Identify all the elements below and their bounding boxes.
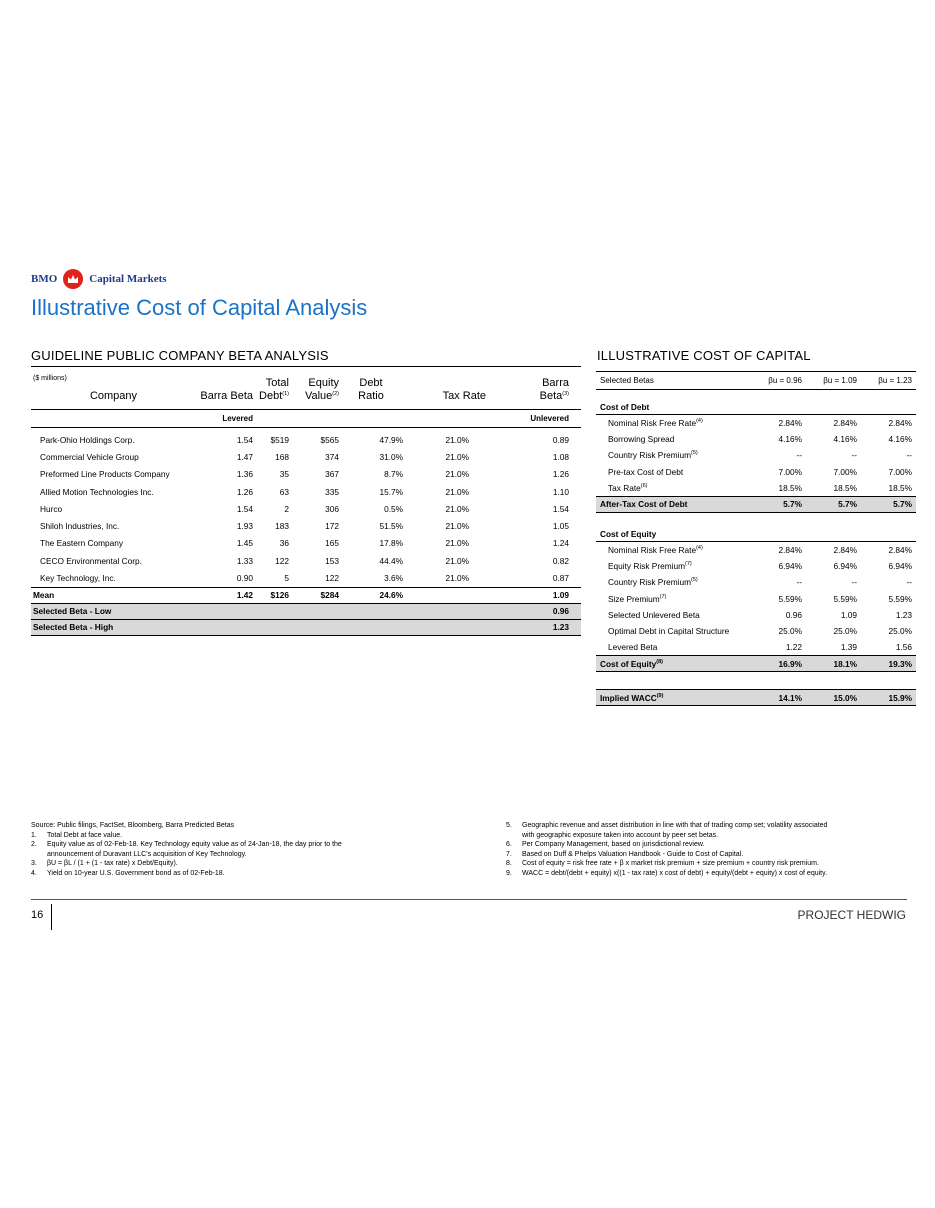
row-value: 2.84% (778, 545, 802, 556)
barra-beta: 1.47 (236, 451, 253, 462)
row-value: 4.16% (833, 434, 857, 445)
tax-rate: 21.0% (445, 538, 469, 549)
footnote (31, 840, 491, 850)
row-value: 4.16% (888, 434, 912, 445)
cost-of-equity-row (596, 656, 916, 672)
debt-ratio: 17.8% (379, 538, 403, 549)
units-label: ($ millions) (33, 375, 67, 382)
footnote-number: 2. (31, 841, 37, 848)
footnote-ref: (3) (562, 391, 569, 397)
company-name: Shiloh Industries, Inc. (40, 521, 120, 532)
total-debt: 2 (284, 503, 289, 514)
footnote-number: 5. (506, 822, 512, 829)
row-label-cell (596, 623, 751, 639)
row-value: 5.59% (888, 593, 912, 604)
beta-col-1: βu = 0.96 (751, 372, 802, 390)
row-value: 7.00% (833, 466, 857, 477)
unlevered-beta: 0.82 (552, 555, 569, 566)
debt-ratio: 31.0% (379, 451, 403, 462)
beta-analysis-table (31, 371, 581, 636)
company-name: The Eastern Company (40, 538, 124, 549)
footnotes-right (506, 821, 906, 878)
unlevered-beta: 1.10 (552, 486, 569, 497)
footnote-ref: (9) (656, 692, 664, 699)
cost-of-capital-title: ILLUSTRATIVE COST OF CAPITAL (597, 348, 811, 363)
unlevered-beta: 1.26 (552, 469, 569, 480)
row-value: 4.16% (778, 434, 802, 445)
selected-beta-high-row (31, 619, 581, 635)
row-label-cell (596, 480, 751, 497)
footnote (506, 850, 906, 860)
footnote-ref: (6) (640, 482, 648, 489)
table-row (31, 500, 581, 517)
equity-value: 367 (325, 469, 339, 480)
row-value: 18.5% (778, 482, 802, 493)
footnote-ref: (5) (691, 450, 698, 457)
equity-value: 172 (325, 521, 339, 532)
barra-beta: 1.26 (236, 486, 253, 497)
row-value: 7.00% (778, 466, 802, 477)
row-label: Nominal Risk Free Rate (608, 418, 697, 429)
row-value: 7.00% (888, 466, 912, 477)
selected-beta-low-row (31, 603, 581, 619)
unlevered-beta: 1.24 (552, 538, 569, 549)
row-value: 25.0% (778, 625, 802, 636)
table-row (31, 448, 581, 465)
table-row (596, 480, 916, 497)
footnote-ref: (4) (696, 545, 703, 552)
footnote-number: 1. (31, 831, 37, 839)
tax-rate: 21.0% (445, 555, 469, 566)
unlevered-beta: 1.05 (552, 521, 569, 532)
row-label: Nominal Risk Free Rate (608, 545, 697, 556)
footnote-text: Geographic revenue and asset distribution in line with that of trading comp set; volatility associated (522, 822, 828, 829)
row-label: Country Risk Premium (608, 450, 691, 461)
debt-ratio: 15.7% (379, 486, 403, 497)
bmo-roundel-icon (63, 269, 83, 289)
after-tax-label: After-Tax Cost of Debt (596, 496, 751, 512)
row-value: 6.94% (833, 561, 857, 572)
footnote (506, 821, 906, 831)
after-tax-v1: 5.7% (751, 496, 802, 512)
row-value: 1.09 (840, 609, 857, 620)
selected-betas-header (596, 372, 916, 390)
brand-bmo: BMO (31, 273, 58, 285)
company-name: Hurco (40, 503, 63, 514)
unlevered-beta: 0.89 (552, 434, 569, 445)
table-row (31, 431, 581, 448)
header-tax-rate: Tax Rate (442, 390, 486, 402)
footnote-text: Cost of equity = risk free rate + β x market risk premium + size premium + country risk premium. (522, 860, 819, 867)
total-debt: $519 (270, 434, 289, 445)
header-total: Total (265, 377, 289, 389)
tax-rate: 21.0% (445, 434, 469, 445)
barra-beta: 1.33 (236, 555, 253, 566)
row-label: Size Premium (608, 593, 660, 604)
debt-ratio: 8.7% (384, 469, 403, 480)
bmo-logo (31, 268, 167, 290)
row-label: Levered Beta (608, 642, 658, 653)
tax-rate: 21.0% (445, 521, 469, 532)
footer-divider (51, 904, 52, 930)
footnote-text: βU = βL / (1 + (1 - tax rate) x Debt/Equity). (47, 860, 178, 867)
table-row (596, 639, 916, 656)
row-value: 25.0% (888, 625, 912, 636)
after-tax-v3: 5.7% (857, 496, 916, 512)
footnote-continuation: with geographic exposure taken into account by peer set betas. (522, 831, 719, 839)
table-row (31, 483, 581, 500)
cost-of-equity-label: Cost of Equity (600, 658, 657, 669)
row-label: Pre-tax Cost of Debt (608, 466, 684, 477)
row-value: 2.84% (888, 418, 912, 429)
footnote-text: Equity value as of 02-Feb-18. Key Technology equity value as of 24-Jan-18, the day prior to the (47, 841, 342, 848)
footnote-number: 4. (31, 869, 37, 877)
barra-beta: 1.36 (236, 469, 253, 480)
header-beta: Beta (539, 390, 563, 402)
footnote-text: Yield on 10-year U.S. Government bond as of 02-Feb-18. (47, 869, 225, 877)
equity-value: $565 (320, 434, 339, 445)
equity-value: 306 (325, 503, 339, 514)
cost-of-equity-heading (596, 512, 916, 541)
wacc-v3: 15.9% (857, 690, 916, 706)
row-value: 1.23 (895, 609, 912, 620)
footnote-number: 8. (506, 860, 512, 867)
mean-row (31, 587, 581, 603)
footnote-ref: (7) (659, 593, 667, 600)
row-label-cell (596, 558, 751, 574)
row-value: -- (796, 577, 802, 588)
levered-unlevered-row (31, 409, 581, 427)
row-label-cell (596, 574, 751, 590)
table-row (596, 431, 916, 447)
total-debt: 183 (275, 521, 289, 532)
debt-ratio: 0.5% (384, 503, 403, 514)
after-tax-v2: 5.7% (802, 496, 857, 512)
table-row (31, 552, 581, 569)
row-label: Equity Risk Premium (608, 561, 685, 572)
project-name: PROJECT HEDWIG (797, 908, 906, 922)
tax-rate: 21.0% (445, 469, 469, 480)
row-label: Selected Unlevered Beta (608, 609, 700, 620)
total-debt: 35 (279, 469, 289, 480)
table-row (596, 607, 916, 623)
mean-equity: $284 (289, 587, 339, 603)
company-name: Key Technology, Inc. (40, 573, 116, 584)
footnote-number: 3. (31, 860, 37, 867)
equity-value: 335 (325, 486, 339, 497)
cost-of-capital-table (596, 371, 916, 706)
source-note: Source: Public filings, FactSet, Bloomberg, Barra Predicted Betas (31, 822, 235, 829)
mean-ubeta: 1.09 (489, 587, 581, 603)
header-value: Value (304, 390, 333, 402)
table-row (596, 574, 916, 590)
footnote-ref: (7) (685, 561, 692, 568)
header-equity: Equity (308, 377, 339, 389)
divider (31, 366, 581, 367)
footnote-text: Total Debt at face value. (47, 831, 123, 839)
company-name: CECO Environmental Corp. (40, 555, 142, 566)
row-label: Country Risk Premium (608, 577, 691, 588)
row-value: -- (851, 450, 857, 461)
debt-ratio: 47.9% (379, 434, 403, 445)
unlevered-label: Unlevered (489, 409, 581, 427)
debt-ratio: 44.4% (379, 555, 403, 566)
header-company: Company (89, 390, 138, 402)
row-label-cell (596, 464, 751, 480)
footnote (506, 869, 906, 879)
mean-label: Mean (31, 587, 196, 603)
coe-v3: 19.3% (857, 656, 916, 672)
unlevered-beta: 0.87 (552, 573, 569, 584)
footnote-number: 7. (506, 850, 512, 858)
row-value: 1.56 (895, 642, 912, 653)
page-title: Illustrative Cost of Capital Analysis (31, 295, 368, 320)
footnote-ref: (4) (696, 418, 703, 425)
footnote-text: WACC = debt/(debt + equity) x((1 - tax rate) x cost of debt) + equity/(debt + equity) x cost of equity. (522, 869, 828, 877)
footnotes-left (31, 821, 491, 878)
row-value: 1.39 (840, 642, 857, 653)
equity-value: 122 (325, 573, 339, 584)
footnote (506, 859, 906, 869)
table-row (31, 517, 581, 534)
row-value: 2.84% (833, 545, 857, 556)
unlevered-beta: 1.08 (552, 451, 569, 462)
row-label-cell (596, 591, 751, 607)
table-row (596, 464, 916, 480)
footer-rule (31, 899, 907, 900)
row-value: 5.59% (778, 593, 802, 604)
footnote-ref: (8) (656, 658, 663, 665)
row-value: 18.5% (888, 482, 912, 493)
table-row (31, 466, 581, 483)
total-debt: 5 (284, 573, 289, 584)
row-label: Tax Rate (608, 482, 641, 493)
barra-beta: 0.90 (236, 573, 253, 584)
table-row (596, 415, 916, 432)
barra-beta: 1.54 (236, 434, 253, 445)
tax-rate: 21.0% (445, 573, 469, 584)
footnote-ref: (5) (691, 577, 698, 584)
footnote-number: 9. (506, 869, 512, 877)
table-header (31, 371, 581, 403)
footnote (506, 840, 906, 850)
selected-low-value: 0.96 (489, 603, 581, 619)
cost-of-equity-title: Cost of Equity (596, 512, 916, 541)
wacc-row (596, 690, 916, 706)
mean-debt: $126 (253, 587, 289, 603)
row-label-cell (596, 541, 751, 558)
table-row (596, 623, 916, 639)
row-value: 6.94% (888, 561, 912, 572)
row-label-cell (596, 415, 751, 432)
table-row (596, 447, 916, 463)
header-barra-beta: Barra Beta (200, 390, 253, 402)
row-value: 5.59% (833, 593, 857, 604)
footnote (31, 869, 491, 879)
barra-beta: 1.45 (236, 538, 253, 549)
brand-capital-markets: Capital Markets (89, 273, 167, 285)
after-tax-row (596, 496, 916, 512)
row-label-cell (596, 431, 751, 447)
company-name: Allied Motion Technologies Inc. (40, 486, 154, 497)
wacc-v2: 15.0% (802, 690, 857, 706)
selected-high-label: Selected Beta - High (31, 619, 489, 635)
mean-beta: 1.42 (196, 587, 253, 603)
row-value: -- (906, 577, 912, 588)
cost-of-debt-title: Cost of Debt (596, 390, 916, 415)
equity-value: 374 (325, 451, 339, 462)
wacc-v1: 14.1% (751, 690, 802, 706)
header-debt-ratio-2: Ratio (358, 390, 384, 402)
mean-ratio: 24.6% (339, 587, 411, 603)
row-value: 0.96 (785, 609, 802, 620)
beta-col-2: βu = 1.09 (802, 372, 857, 390)
row-value: 25.0% (833, 625, 857, 636)
footnote-number: 6. (506, 841, 512, 848)
row-value: -- (906, 450, 912, 461)
tax-rate: 21.0% (445, 486, 469, 497)
tax-rate: 21.0% (445, 503, 469, 514)
row-value: 2.84% (778, 418, 802, 429)
company-name: Park-Ohio Holdings Corp. (40, 434, 135, 445)
footnote (31, 831, 491, 841)
unlevered-beta: 1.54 (552, 503, 569, 514)
footnote-ref: (2) (332, 391, 339, 397)
row-label-cell (596, 607, 751, 623)
selected-betas-label: Selected Betas (596, 372, 751, 390)
row-value: 1.22 (785, 642, 802, 653)
row-value: -- (796, 450, 802, 461)
beta-col-3: βu = 1.23 (857, 372, 916, 390)
header-barra: Barra (542, 377, 569, 389)
row-label-cell (596, 447, 751, 463)
cost-of-debt-heading (596, 390, 916, 415)
beta-analysis-title: GUIDELINE PUBLIC COMPANY BETA ANALYSIS (31, 348, 329, 363)
row-value: 2.84% (833, 418, 857, 429)
table-row (596, 591, 916, 607)
company-name: Preformed Line Products Company (40, 469, 170, 480)
table-row (31, 535, 581, 552)
debt-ratio: 3.6% (384, 573, 403, 584)
tax-rate: 21.0% (445, 451, 469, 462)
selected-low-label: Selected Beta - Low (31, 603, 489, 619)
selected-high-value: 1.23 (489, 619, 581, 635)
barra-beta: 1.54 (236, 503, 253, 514)
debt-ratio: 51.5% (379, 521, 403, 532)
coe-v2: 18.1% (802, 656, 857, 672)
row-value: 2.84% (888, 545, 912, 556)
table-row (31, 569, 581, 587)
header-debt: Debt (259, 390, 283, 402)
equity-value: 165 (325, 538, 339, 549)
row-value: -- (851, 577, 857, 588)
footnote-text: Per Company Management, based on jurisdictional review. (522, 841, 705, 848)
total-debt: 63 (279, 486, 289, 497)
row-value: 18.5% (833, 482, 857, 493)
page-number: 16 (31, 909, 44, 921)
coe-v1: 16.9% (751, 656, 802, 672)
footnote-text: Based on Duff & Phelps Valuation Handbook - Guide to Cost of Capital. (522, 850, 744, 858)
total-debt: 168 (275, 451, 289, 462)
table-row (596, 541, 916, 558)
company-name: Commercial Vehicle Group (40, 451, 139, 462)
row-value: 6.94% (778, 561, 802, 572)
header-debt-ratio-1: Debt (359, 377, 383, 389)
wacc-label: Implied WACC (600, 692, 657, 703)
row-label-cell (596, 639, 751, 656)
footnote-continuation: announcement of Duravant LLC's acquisition of Key Technology. (47, 850, 247, 858)
levered-label: Levered (196, 409, 253, 427)
equity-value: 153 (325, 555, 339, 566)
row-label: Borrowing Spread (608, 434, 675, 445)
table-row (596, 558, 916, 574)
total-debt: 36 (279, 538, 289, 549)
total-debt: 122 (275, 555, 289, 566)
footnote-ref: (1) (282, 391, 289, 397)
row-label: Optimal Debt in Capital Structure (608, 625, 730, 636)
footnote (31, 859, 491, 869)
barra-beta: 1.93 (236, 521, 253, 532)
